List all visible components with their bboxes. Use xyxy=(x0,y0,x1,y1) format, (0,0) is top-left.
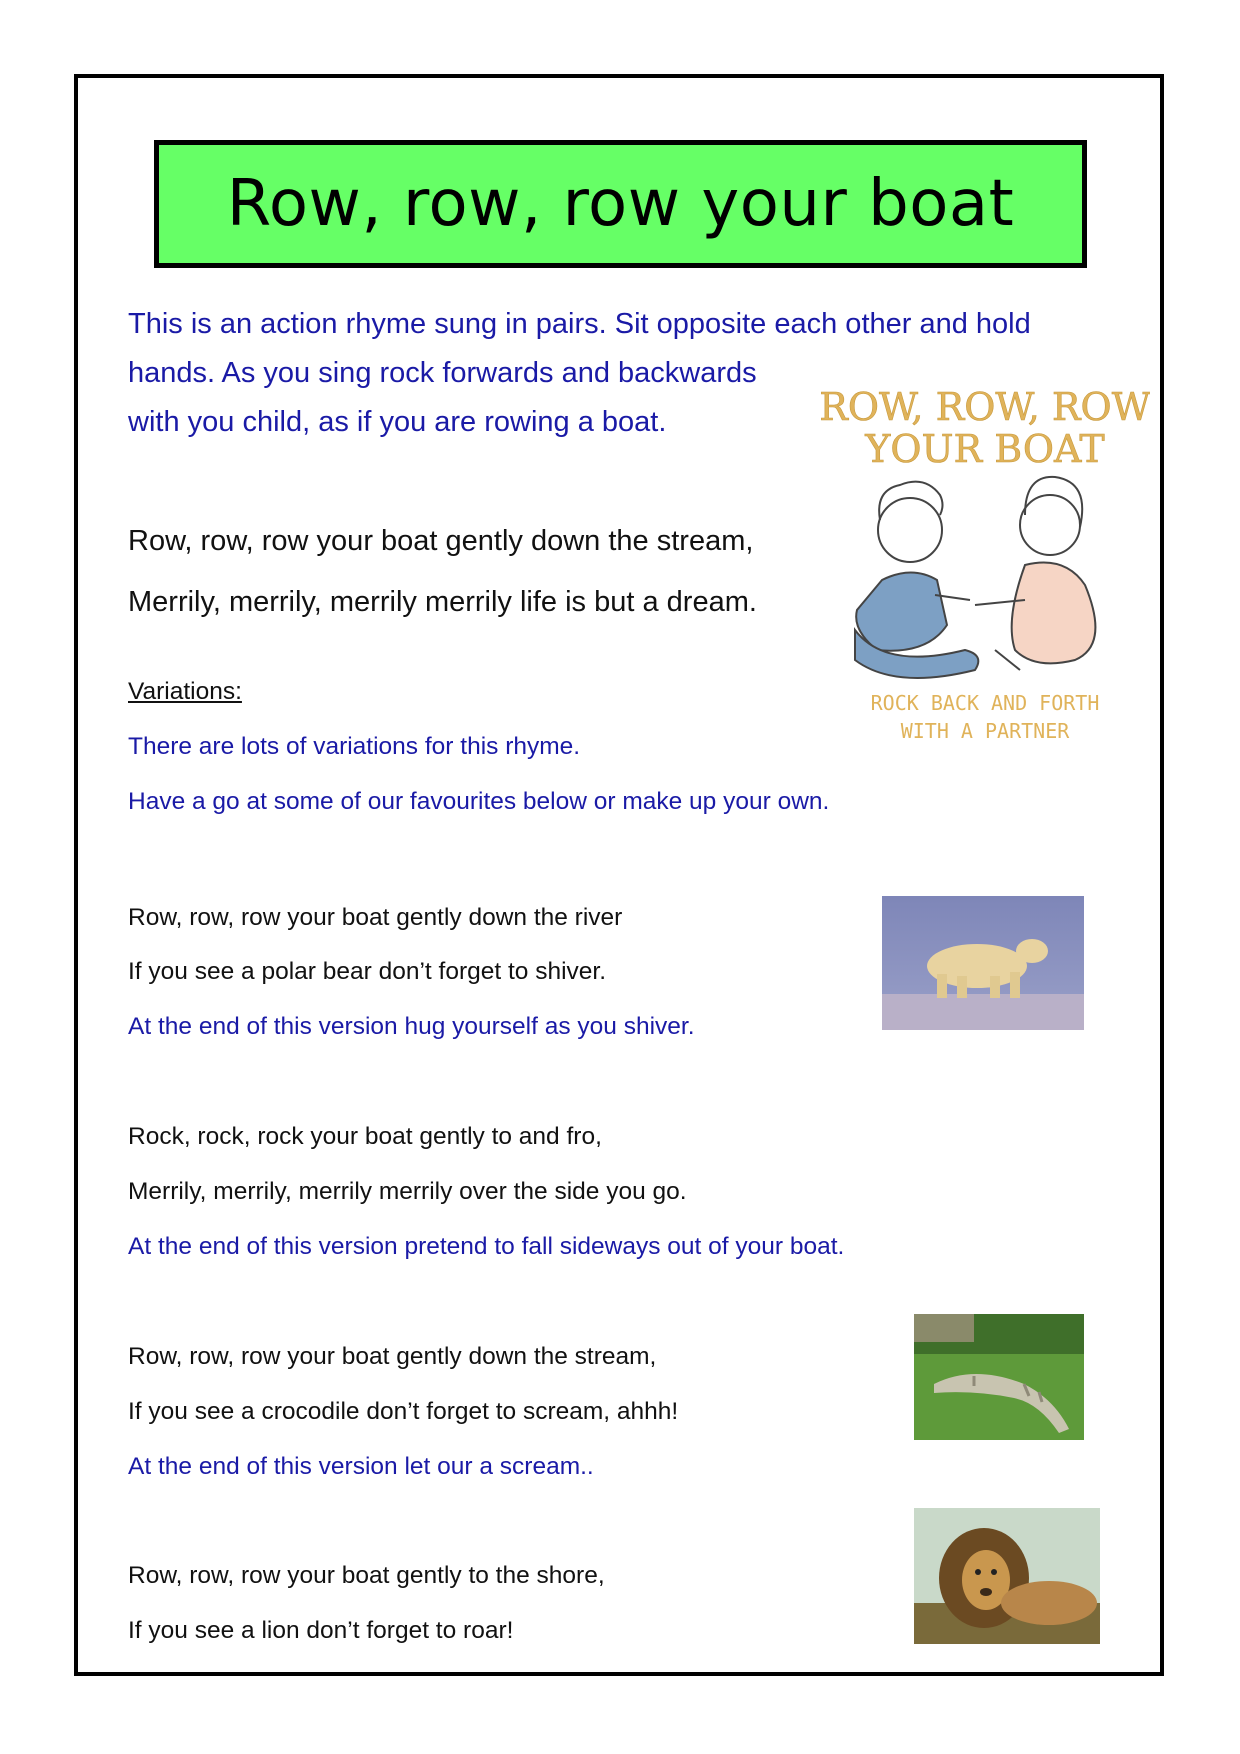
main-verse-line-2: Merrily, merrily, merrily merrily life is but a dream. xyxy=(128,586,757,618)
crocodile-instruction: At the end of this version let our a scream.. xyxy=(128,1453,594,1480)
polar-bear-verse-line-2: If you see a polar bear don’t forget to shiver. xyxy=(128,958,607,985)
polar-bear-instruction: At the end of this version hug yourself as you shiver. xyxy=(128,1013,695,1040)
variations-intro-1: There are lots of variations for this rhyme. xyxy=(128,733,581,760)
variations-heading: Variations: xyxy=(128,678,242,705)
polar-bear-photo xyxy=(882,896,1084,1030)
variations-intro-2: Have a go at some of our favourites below or make up your own. xyxy=(128,788,830,815)
intro-line-3: with you child, as if you are rowing a boat. xyxy=(128,406,667,438)
illustration-caption-1: ROCK BACK AND FORTH xyxy=(870,691,1100,715)
rock-verse-line-2: Merrily, merrily, merrily merrily over the side you go. xyxy=(128,1178,687,1205)
lion-verse-line-2: If you see a lion don’t forget to roar! xyxy=(128,1617,514,1644)
intro-line-2: hands. As you sing rock forwards and backwards xyxy=(128,357,757,389)
polar-bear-verse-line-1: Row, row, row your boat gently down the river xyxy=(128,904,623,931)
main-verse-line-1: Row, row, row your boat gently down the stream, xyxy=(128,525,754,557)
illustration-heading-2: YOUR BOAT xyxy=(865,427,1105,471)
page-title: Row, row, row your boat xyxy=(226,167,1015,241)
crocodile-verse-line-1: Row, row, row your boat gently down the stream, xyxy=(128,1343,657,1370)
lion-verse-line-1: Row, row, row your boat gently to the shore, xyxy=(128,1562,605,1589)
crocodile-photo xyxy=(914,1314,1084,1440)
illustration-caption-2: WITH A PARTNER xyxy=(900,719,1070,743)
rowing-children-illustration xyxy=(820,380,1150,770)
rock-verse-line-1: Rock, rock, rock your boat gently to and fro, xyxy=(128,1123,602,1150)
intro-line-1: This is an action rhyme sung in pairs. Sit opposite each other and hold xyxy=(128,308,1031,340)
illustration-heading-1: ROW, ROW, ROW xyxy=(820,385,1150,429)
lion-photo xyxy=(914,1508,1100,1644)
crocodile-verse-line-2: If you see a crocodile don’t forget to scream, ahhh! xyxy=(128,1398,679,1425)
title-banner xyxy=(154,140,1087,268)
rock-instruction: At the end of this version pretend to fall sideways out of your boat. xyxy=(128,1233,845,1260)
